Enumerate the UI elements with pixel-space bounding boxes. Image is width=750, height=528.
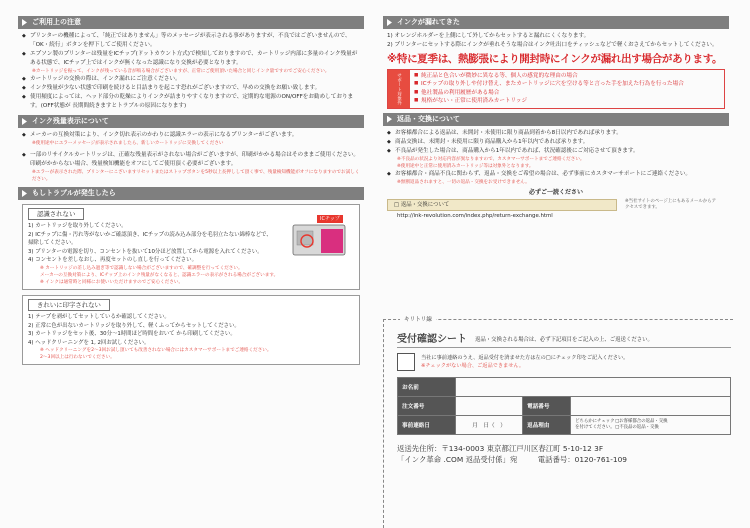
usage-item: ◆ インク残量が少ない状態で印刷を続けると目詰まりを起こす恐れがございますので、早めの交換をお願い致します。 xyxy=(22,84,360,93)
not-printing-box xyxy=(22,295,360,365)
right-column xyxy=(383,16,729,221)
display-header: インク残量表示について xyxy=(18,115,364,128)
step: 2) ICチップに傷・汚れ等がないかご確認頂き、ICチップの読み込み部分を毛羽立たない綿棒などで、掃除してください。 xyxy=(28,231,272,247)
phone-label: 電話番号 xyxy=(523,397,571,416)
return-phone: 電話番号：0120-761-109 xyxy=(537,455,628,464)
not-recognized-title: 認識されない xyxy=(28,208,84,220)
excluded-item: ■ ICチップの取り外しや付け替え、またカートリッジに穴を空ける等と言った手を加えた行為を行った場合 xyxy=(414,80,684,88)
step: 1) カートリッジを取り外してください。 xyxy=(28,223,127,229)
usage-item: ◆ カートリッジの交換の際は、インク漏れにご注意ください。 xyxy=(22,75,360,84)
support-excluded-box xyxy=(387,69,725,109)
name-label: お名前 xyxy=(398,378,456,397)
step: 4) ヘッドクリーニングを 1, 2回お試しください。 xyxy=(28,339,150,346)
usage-note: ※カートリッジを振って、インクが残っている音が鳴る場合がございますが、正常にご使用頂いた場合と同じインク量ですのでご安心ください。 xyxy=(32,69,330,74)
leak-body xyxy=(383,29,729,109)
returns-link-label: 返品・交換について xyxy=(400,201,450,208)
pre-contact-checkbox[interactable] xyxy=(397,353,415,371)
display-note: ※使用途中にエラーメッセージが表示されましたら、新しいカートリッジに交換してください xyxy=(32,141,224,146)
leak-header: インクが漏れてきた xyxy=(383,16,729,29)
leak-step: 2) プリンターにセットする際にインクが垂れそうな場合はインク吐出口をティッシュなどで軽くおさえてからセットしてください。 xyxy=(387,42,718,48)
returns-item: ◆ お客様都合による返品は、未開封・未使用に限り商品到着から8日以内であれば承ります。 xyxy=(387,129,725,138)
phone-field[interactable] xyxy=(571,397,731,416)
returns-note: ※不良品の状況より対応内容が異なりますので、カスタマーサポートまでご連絡ください。 xyxy=(397,156,585,162)
returns-link-bar[interactable] xyxy=(387,199,617,211)
cut-label: キリトリ線 xyxy=(400,315,436,323)
usage-header: ご利用上の注意 xyxy=(18,16,364,29)
usage-body xyxy=(18,29,364,111)
read-title: 必ずご一読ください xyxy=(528,188,583,196)
step: 3) カートリッジをセット後、30分～1時間ほど時間をおいて から印刷してください。 xyxy=(28,331,236,338)
step: 3) プリンターの電源を切り、コンセントを抜いて10分ほど放置してから電源を入れてください。 xyxy=(28,248,263,255)
trouble-header: もしトラブルが発生したら xyxy=(18,187,364,200)
check-instruction: 当社に事前連絡のうえ、返品受付を済ませた方は左の□にチェック印をご記入ください。 xyxy=(421,355,629,361)
contact-date-label: 事前連絡日 xyxy=(398,416,456,435)
checkbox-icon: □ xyxy=(394,201,401,208)
support-excluded-label: サポート対象外 xyxy=(388,70,410,108)
not-printing-title: きれいに印字されない xyxy=(28,299,110,311)
excluded-item: ■ 他社製品の利用履歴がある場合 xyxy=(414,89,684,97)
check-warning: ※チェックがない場合、ご返品できません。 xyxy=(421,363,525,369)
excluded-item: ■ 純正品と色合いが微妙に異なる等、個人の感覚的な理由の場合 xyxy=(414,72,684,80)
reason-field[interactable] xyxy=(571,416,731,435)
reason-option-defect[interactable]: □不良品の返品・交換 xyxy=(615,425,659,430)
receipt-subtitle: 返品・交換される場合は、必ず下記項目をご記入の上、ご返送ください。 xyxy=(475,337,653,343)
display-item: ◆ メーカーの互換対策により、インク切れ表示のかわりに認識エラーの表示になるプリンターがございます。 xyxy=(22,131,360,140)
step-note: ※ カートリッジの差し込み過ぎ等で認識しない場合がございますので、確調整を行ってください。 xyxy=(40,265,243,271)
usage-item: ◆ エプソン製のプリンターは残量をICチップ(ドットカウント方式)で検知しておりますので、カートリッジ内部に多量のインク残量がある状態で、ICチップ上ではインクが無くなった認識になり交換が必要となります。 xyxy=(22,50,360,68)
receipt-title: 受付確認シート xyxy=(397,334,467,345)
name-field[interactable] xyxy=(456,378,731,397)
leak-step: 1) オレンジホルダーを上側にして外してからセットすると漏れにくくなります。 xyxy=(387,33,590,39)
summer-warning: ※特に夏季は、熱膨張により開封時にインクが漏れ出す場合があります。 xyxy=(387,53,723,65)
display-note: ※エラーが表示された際、プリンターにこざいますリセットまたはストップボタンを5秒以上長押しして頂く事で、残量検知機能がオフになりますのでお試しください。 xyxy=(32,170,360,182)
return-destination: 「インク革命 .COM 返品受付係」宛 xyxy=(397,455,518,464)
returns-note: ※使用途中と正常に使用済みカートリッジ等は対象外となります。 xyxy=(397,163,534,169)
step: 2) 正常に色が出ないカートリッジを取り外して、軽くふってからセットしてください。 xyxy=(28,322,240,329)
reason-option-customer[interactable]: □お客様都合の返品・交換 xyxy=(615,419,668,424)
step-note: ※ ヘッドクリーニングを2～3回お試し頂いても改善されない場合にはカスタマーサポートまでご連絡ください。 xyxy=(40,348,272,354)
usage-item: ◆ 使用頻度によっては、ヘッド部分の乾燥によりインクが詰まりやすくなりますので、定期的な電源のON/OFFをお勧めしております。(OFF状態が 長期間続きますとトラブルの原因になります) xyxy=(22,93,360,111)
usage-item: ◆ プリンターの機種によって、「純正ではありません」等のメッセージが表示される事がありますが、不良ではございませんので、「OK・続行」ボタンを押下してご使用ください。 xyxy=(22,32,360,50)
returns-side-note: ※当社サイトのページ上にもあるメールからアクセスできます。 xyxy=(625,198,717,211)
support-excluded-list xyxy=(410,70,688,108)
left-column xyxy=(18,16,364,365)
step-note: 2～3回以上は行わないでください。 xyxy=(40,355,115,361)
reason-hint: どちらかにチェックを付けてください。 xyxy=(575,419,615,430)
returns-item: ◆ 商品交換は、未開封・未使用に限り商品購入から1年以内であれば承ります。 xyxy=(387,138,725,147)
display-item: ◆ 一部のリサイクルカートリッジは、正確な残量表示がされない場合がございますが、印刷がかかる場合はそのままご使用ください。印刷がかからない場合、残量検知機能をオフにしてご使用頂く必要がございます。 xyxy=(22,151,360,169)
order-label: 注文番号 xyxy=(398,397,456,416)
receipt-form xyxy=(397,377,731,435)
returns-item: ◆ お客様都合・商品不良に関わらず、返品・交換をご希望の場合は、必ず事前にカスタマーサポートにご連絡ください。 xyxy=(387,170,725,179)
ic-chip-label: ICチップ xyxy=(317,215,343,223)
cut-line-vertical xyxy=(383,319,384,528)
step: 1) テープを剥がしてセットしているか確認してください。 xyxy=(28,313,170,320)
cartridge-illustration xyxy=(291,215,351,259)
contact-date-field[interactable]: 月 日（ ） xyxy=(456,416,523,435)
return-address: 返送先住所：〒134-0003 東京都江戸川区春江町 5-10-12 3F xyxy=(397,444,604,453)
returns-body xyxy=(383,126,729,221)
returns-note: ※無断返品されますと、一切の返品・交換をお受けできません。 xyxy=(397,179,530,185)
returns-item: ◆ 不良品が発生した場合は、商品購入から1年以内であれば、状況確認後にご対応させて頂きます。 xyxy=(387,147,725,156)
receipt-sheet xyxy=(397,330,731,465)
returns-header: 返品・交換について xyxy=(383,113,729,126)
step: 4) コンセントを差しなおし、再度セットのし直しを行ってください。 xyxy=(28,257,197,264)
step-note: メーカーの互換対策により、ICチップ上のインク残量がなくなると、認識エラーの表示がされる場合がございます。 xyxy=(40,272,279,278)
not-recognized-box xyxy=(22,204,360,290)
returns-url[interactable]: http://ink-revolution.com/index.php/return-exchange.html xyxy=(397,212,553,219)
order-field[interactable] xyxy=(456,397,523,416)
step-note: ※ インクは通常時と同様にお使いいただけますのでご安心ください。 xyxy=(40,279,184,285)
excluded-item: ■ 規格がない・正常に使用済みカートリッジ xyxy=(414,97,684,105)
display-body xyxy=(18,128,364,183)
reason-label: 返品理由 xyxy=(523,416,571,435)
